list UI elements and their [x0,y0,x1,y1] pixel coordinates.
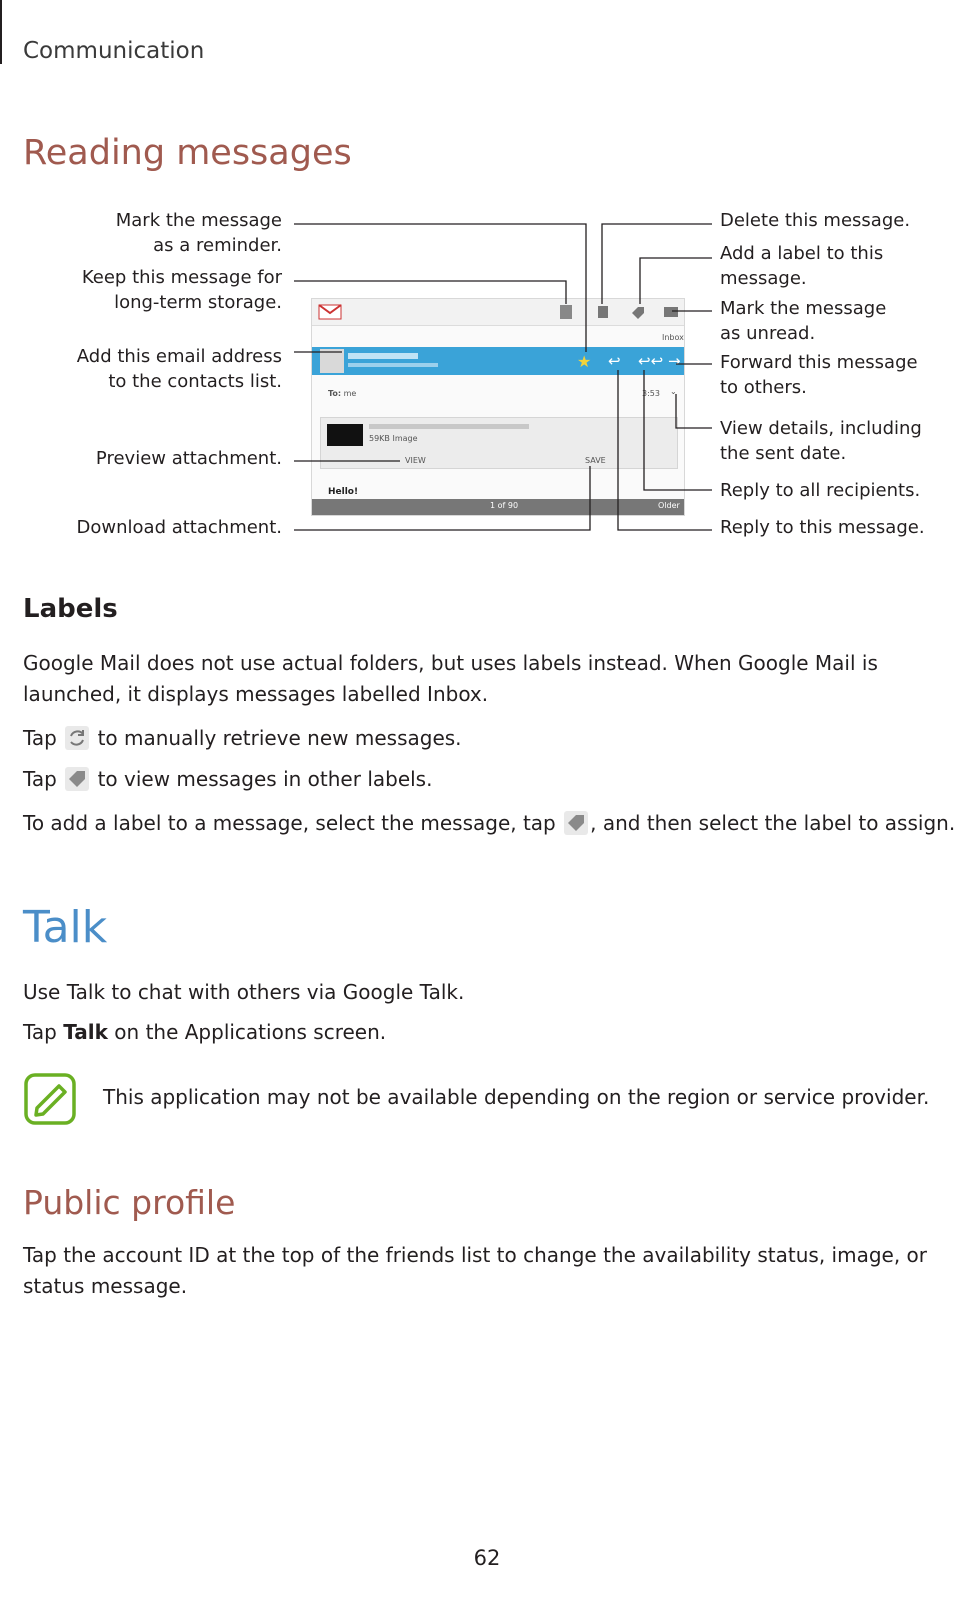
view-attachment-button[interactable]: VIEW [405,456,426,465]
page-number: 62 [473,1546,501,1570]
talk-heading: Talk [23,902,108,953]
reply-all-icon[interactable]: ↩↩ [638,352,664,370]
callout-leader-lines [0,0,974,560]
note-icon [23,1072,77,1126]
callout-reply-all: Reply to all recipients. [720,480,921,501]
callout-forward: Forward this message to others. [720,352,918,398]
to-field: To: me [328,389,357,398]
labels-heading: Labels [23,594,118,624]
callout-mark-reminder: Mark the message as a reminder. [115,210,282,256]
callout-reply: Reply to this message. [720,517,925,538]
talk-note: This application may not be available depending on the region or service provider. [103,1085,930,1109]
save-attachment-button[interactable]: SAVE [585,456,606,465]
section-label: Communication [23,38,205,64]
labels-refresh-line: Tap to manually retrieve new messages. [23,726,462,750]
callout-download-attachment: Download attachment. [76,517,282,538]
talk-instruction: Tap Talk on the Applications screen. [23,1020,387,1044]
labels-assign-line: To add a label to a message, select the message, tap , and then select the label to assign. [23,811,956,835]
refresh-icon [65,726,89,750]
labels-paragraph: Google Mail does not use actual folders, but uses labels instead. When Google Mail is launched, it displays messages labelled Inbox. [23,651,878,706]
callout-view-details: View details, including the sent date. [720,418,922,464]
chevron-down-icon[interactable]: ⌄ [670,387,677,396]
page-count: 1 of 90 [490,501,519,510]
older-button[interactable]: Older [658,501,680,510]
star-icon[interactable]: ★ [577,352,592,371]
reading-messages-heading: Reading messages [23,133,352,173]
talk-paragraph: Use Talk to chat with others via Google Talk. [23,980,465,1004]
callout-preview-attachment: Preview attachment. [95,448,282,469]
callout-add-contact: Add this email address to the contacts list. [76,346,282,392]
labels-view-line: Tap to view messages in other labels. [23,767,433,791]
public-profile-heading: Public profile [23,1183,236,1222]
reply-icon[interactable]: ↩ [608,352,621,370]
sent-time: 3:53 [642,389,660,398]
callout-mark-unread: Mark the message as unread. [720,298,887,344]
label-icon [65,767,89,791]
callout-archive: Keep this message for long-term storage. [81,267,282,313]
label-icon [564,811,588,835]
callout-add-label: Add a label to this message. [720,243,884,289]
profile-paragraph: Tap the account ID at the top of the friends list to change the availability status, image, or status message. [23,1243,928,1298]
callout-delete: Delete this message. [720,210,911,231]
attachment-size: 59KB Image [369,434,418,443]
message-body: Hello! [328,487,359,497]
folder-label: Inbox [662,333,684,342]
forward-icon[interactable]: → [668,352,681,370]
